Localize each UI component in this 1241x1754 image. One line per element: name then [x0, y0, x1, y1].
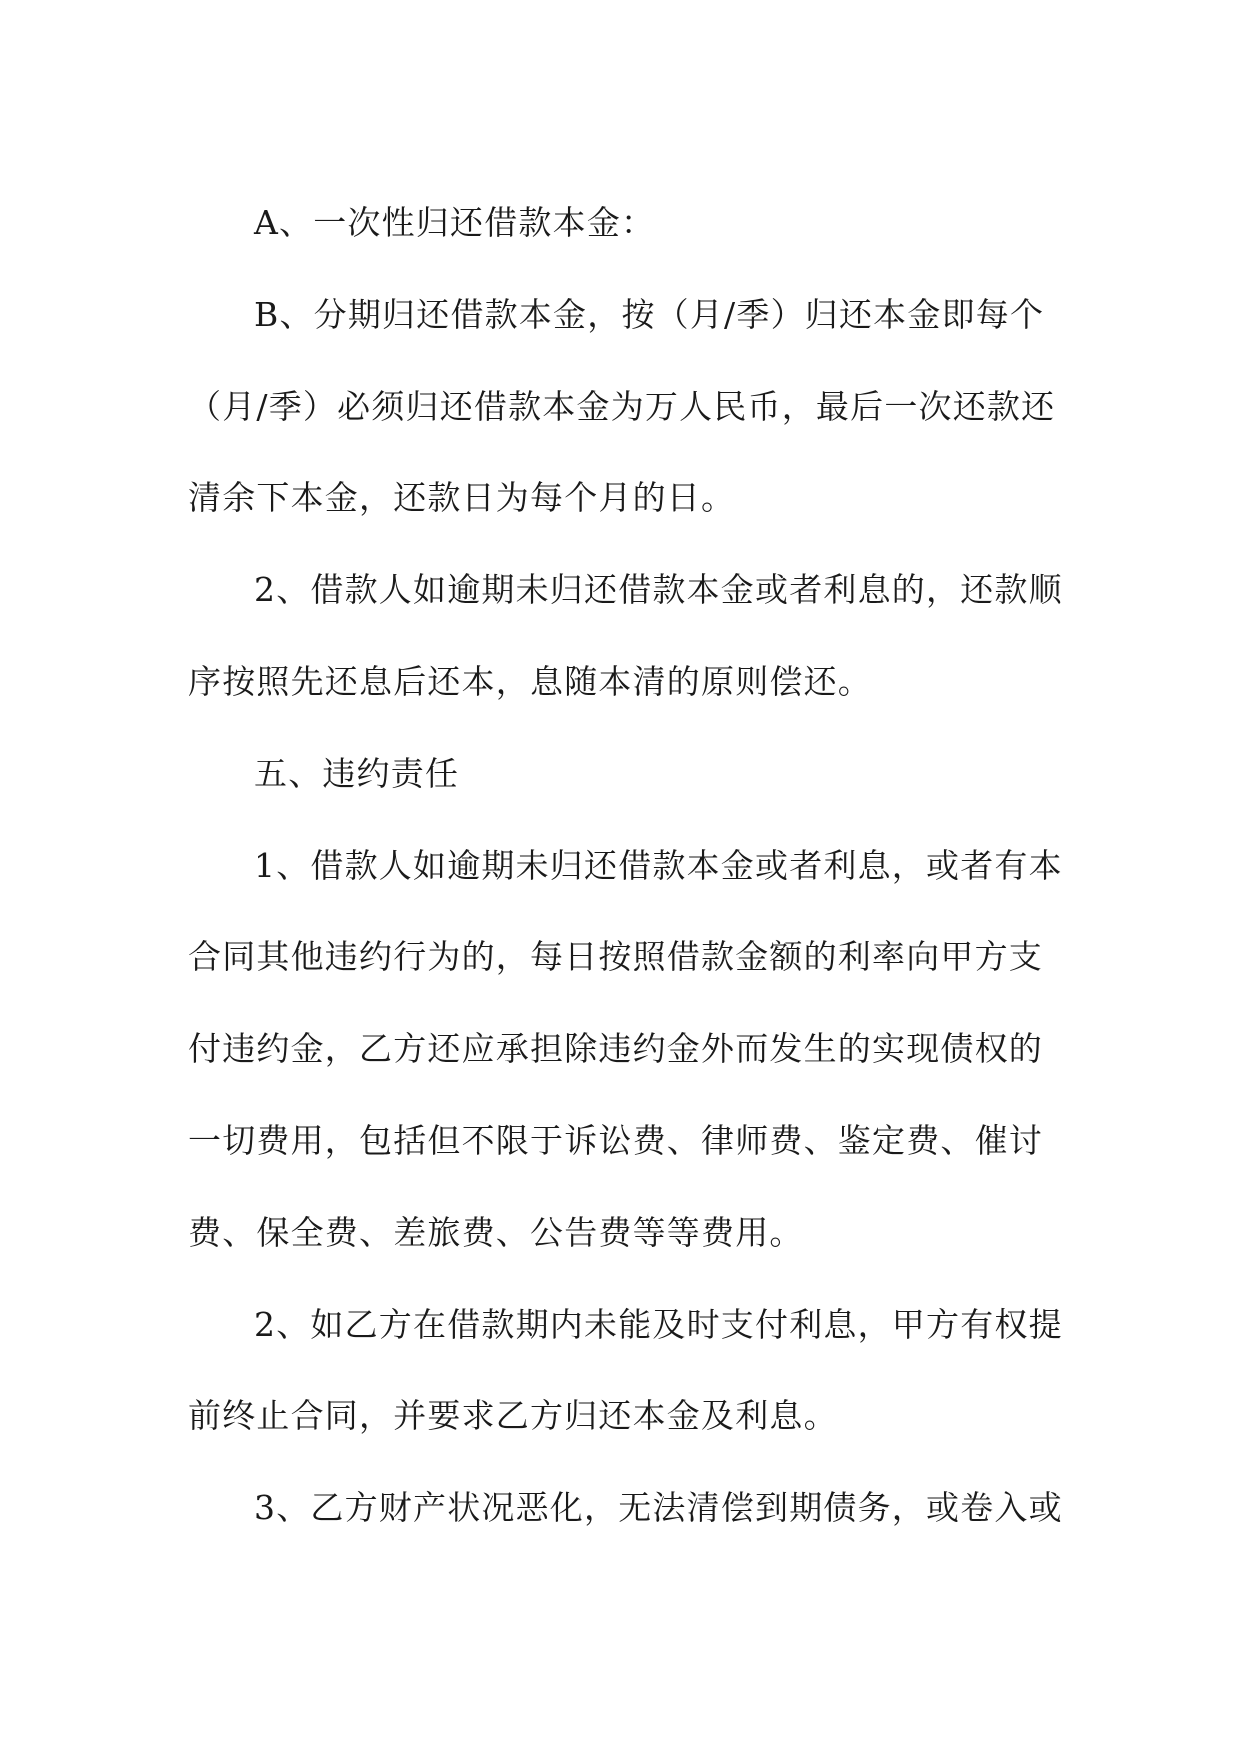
document-body	[188, 177, 1063, 1554]
liability-1-line-2: 合同其他违约行为的，每日按照借款金额的利率向甲方支	[188, 937, 1043, 977]
liability-1-line-3: 付违约金，乙方还应承担除违约金外而发生的实现债权的	[188, 1029, 1043, 1069]
section-heading-liability: 五、违约责任	[254, 753, 460, 793]
clause-b-line-2: （月/季）必须归还借款本金为万人民币，最后一次还款还	[188, 386, 1056, 426]
liability-1-line-1: 1、借款人如逾期未归还借款本金或者利息，或者有本	[254, 845, 1063, 885]
liability-1-line-4: 一切费用，包括但不限于诉讼费、律师费、鉴定费、催讨	[188, 1120, 1043, 1160]
liability-2-line-1: 2、如乙方在借款期内未能及时支付利息，甲方有权提	[254, 1304, 1063, 1344]
liability-1-line-5: 费、保全费、差旅费、公告费等等费用。	[188, 1212, 804, 1252]
clause-2-line-2: 序按照先还息后还本，息随本清的原则偿还。	[188, 661, 872, 701]
clause-b-line-1: B、分期归还借款本金，按（月/季）归还本金即每个	[254, 294, 1045, 334]
clause-2-line-1: 2、借款人如逾期未归还借款本金或者利息的，还款顺	[254, 570, 1063, 610]
clause-b-line-3: 清余下本金，还款日为每个月的日。	[188, 478, 736, 518]
liability-3-line-1: 3、乙方财产状况恶化，无法清偿到期债务，或卷入或	[254, 1488, 1063, 1528]
liability-2-line-2: 前终止合同，并要求乙方归还本金及利息。	[188, 1396, 838, 1436]
clause-a-line: A、一次性归还借款本金：	[254, 203, 656, 242]
